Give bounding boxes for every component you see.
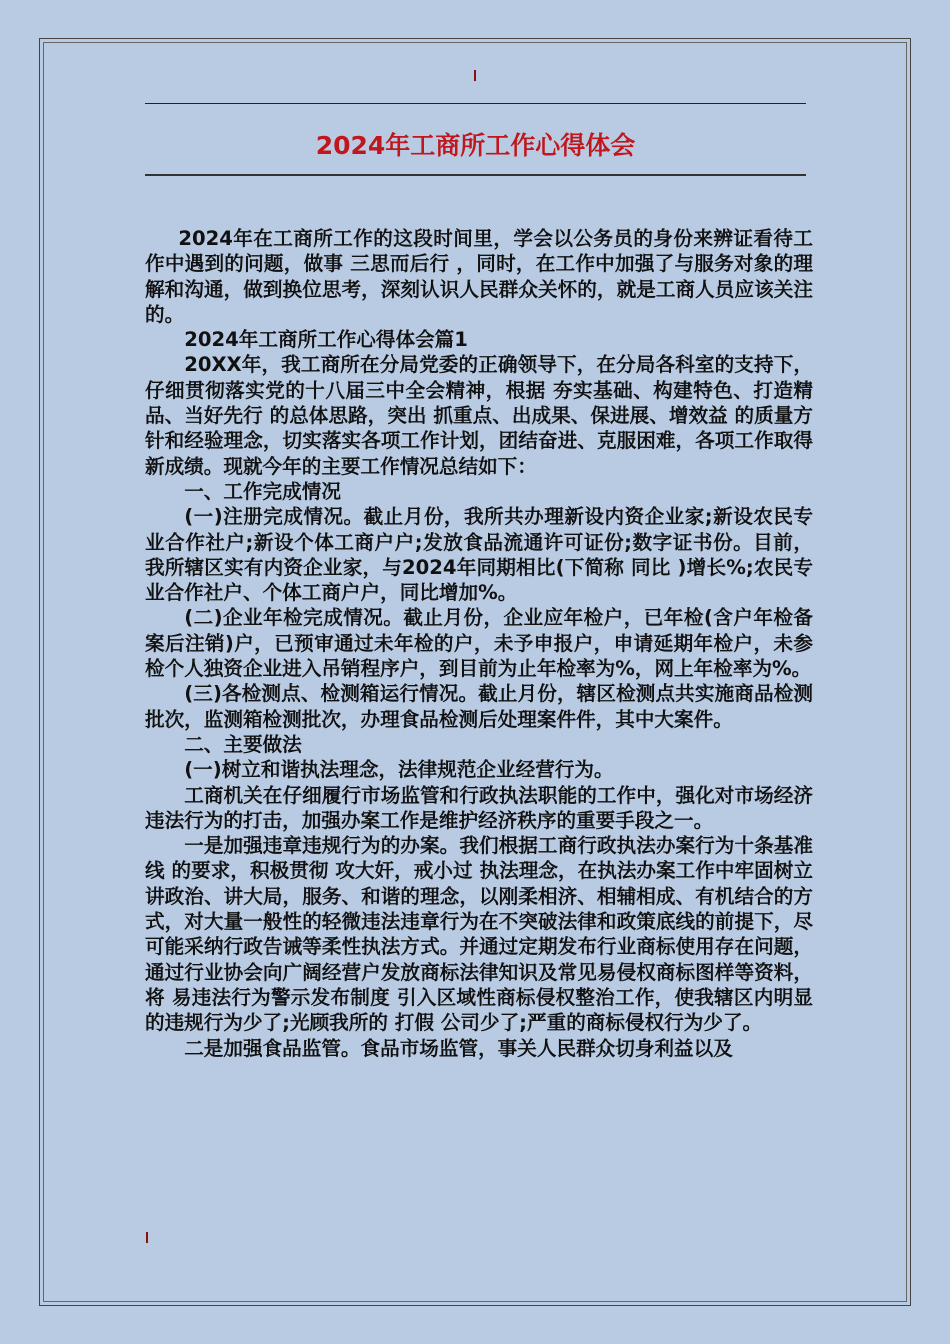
paragraph: (三)各检测点、检测箱运行情况。截止月份，辖区检测点共实施商品检测批次，监测箱检测批次，办理食品检测后处理案件件，其中大案件。	[145, 682, 813, 731]
document-title: 2024年工商所工作心得体会	[315, 131, 636, 160]
section-heading: 一、工作完成情况	[184, 479, 341, 503]
header-mark	[474, 70, 476, 81]
paragraph: 20XX年，我工商所在分局党委的正确领导下，在分局各科室的支持下，仔细贯彻落实党的十八届三中全会精神，根据 夯实基础、构建特色、打造精品、当好先行 的总体思路，突出 抓重点、出成果、保进展、增效益 的质量方针和经验理念，切实落实各项工作计划，团结奋进、克服困难，各项工作取得新成绩。现就今年的主要工作情况总结如下：	[145, 353, 813, 478]
section-heading: 2024年工商所工作心得体会篇1	[184, 328, 468, 352]
paragraph: (一)注册完成情况。截止月份，我所共办理新设内资企业家;新设农民专业合作社户;新设个体工商户户;发放食品流通许可证份;数字证书份。目前，我所辖区实有内资企业家，与2024年同期相比(下简称 同比 )增长%;农民专业合作社户、个体工商户户，同比增加%。	[145, 505, 813, 605]
document-body	[145, 226, 813, 1061]
paragraph: 2024年在工商所工作的这段时间里，学会以公务员的身份来辨证看待工作中遇到的问题，做事 三思而后行 ，同时，在工作中加强了与服务对象的理解和沟通，做到换位思考，深刻认识人民群众关怀的，就是工商人员应该关注的。	[145, 227, 813, 326]
paragraph: 一是加强违章违规行为的办案。我们根据工商行政执法办案行为十条基准线 的要求，积极贯彻 攻大奸，戒小过 执法理念，在执法办案工作中牢固树立讲政治、讲大局，服务、和谐的理念，以刚柔相济、相辅相成、有机结合的方式，对大量一般性的轻微违法违章行为在不突破法律和政策底线的前提下，尽可能采纳行政告诫等柔性执法方式。并通过定期发布行业商标使用存在问题，通过行业协会向广阔经营户发放商标法律知识及常见易侵权商标图样等资料，将 易违法行为警示发布制度 引入区域性商标侵权整治工作，使我辖区内明显的违规行为少了;光顾我所的 打假 公司少了;严重的商标侵权行为少了。	[145, 834, 813, 1035]
header-rule	[145, 103, 806, 104]
paragraph: 二是加强食品监管。食品市场监管，事关人民群众切身利益以及	[184, 1036, 733, 1060]
section-heading: 二、主要做法	[184, 732, 302, 756]
paragraph: (二)企业年检完成情况。截止月份，企业应年检户，已年检(含户年检备案后注销)户，已预审通过未年检的户，未予申报户，申请延期年检户，未参检个人独资企业进入吊销程序户，到目前为止年检率为%，网上年检率为%。	[145, 606, 813, 681]
paragraph: 工商机关在仔细履行市场监管和行政执法职能的工作中，强化对市场经济违法行为的打击，加强办案工作是维护经济秩序的重要手段之一。	[145, 783, 813, 832]
subsection-heading: (一)树立和谐执法理念，法律规范企业经营行为。	[184, 758, 614, 782]
footer-mark	[146, 1232, 148, 1243]
title-rule	[145, 174, 806, 176]
